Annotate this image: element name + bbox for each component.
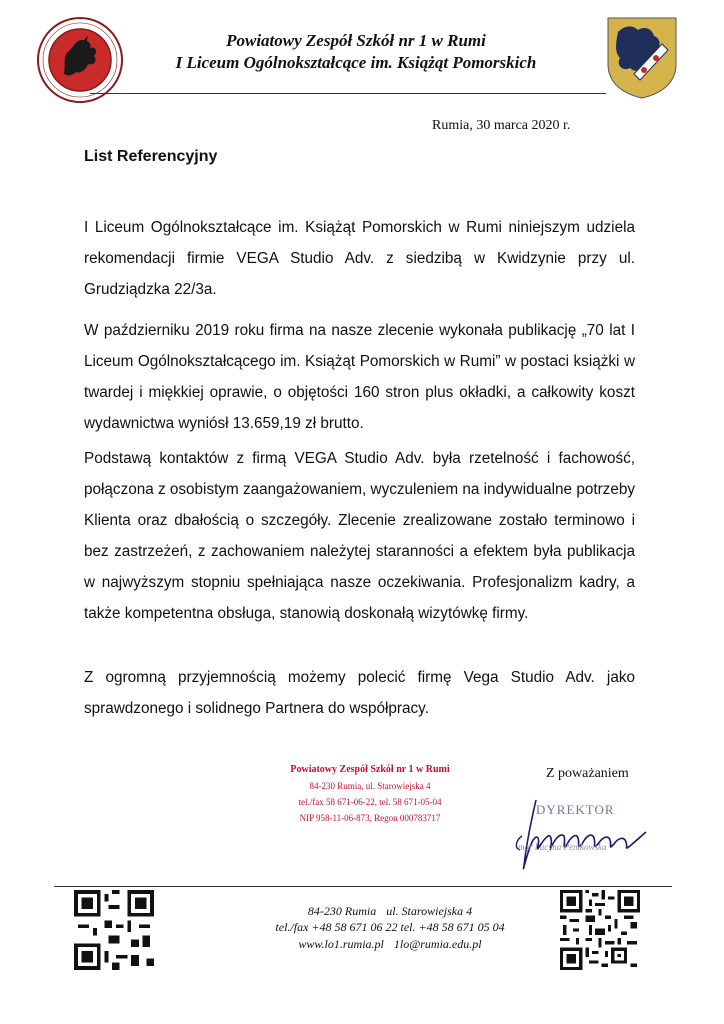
stamp-line-3: tel./fax 58 671-06-22, tel. 58 671-05-04 — [298, 797, 442, 807]
footer-phone: tel./fax +48 58 671 06 22 tel. +48 58 671 05 04 — [275, 920, 505, 934]
closing-regards: Z poważaniem — [546, 766, 629, 781]
director-name-stamp: mgr Lucyna Pentkowska — [518, 842, 607, 852]
qr-code-right — [560, 890, 640, 970]
letter-title: List Referencyjny — [84, 148, 218, 165]
paragraph-4: Z ogromną przyjemnością możemy polecić firmę Vega Studio Adv. jako sprawdzonego i solidnego Partnera do współpracy. — [84, 669, 635, 717]
footer-email-link[interactable]: 1lo@rumia.edu.pl — [393, 937, 482, 951]
footer-contacts — [240, 937, 540, 952]
footer-city: 84-230 Rumia — [307, 904, 377, 918]
paragraph-3: Podstawą kontaktów z firmą VEGA Studio Adv. była rzetelność i fachowość, połączona z osobistym zaangażowaniem, wyczuleniem na indywidualne potrzeby Klienta oraz dbałością o szczegóły. Zlecenie zrealizowane zostało terminowo i bez zastrzeżeń, z zachowaniem należytej staranności a efektem była publikacja w najwyższym stopniu spełniająca nasze oczekiwania. Profesjonalizm kadry, a także kompetentna obsługa, stanowią doskonałą wizytówkę firmy. — [84, 450, 635, 622]
school-name-line1: Powiatowy Zespół Szkół nr 1 w Rumi — [226, 31, 486, 50]
stamp-line-2: 84-230 Rumia, ul. Starowiejska 4 — [309, 781, 431, 791]
stamp-line-1: Powiatowy Zespół Szkół nr 1 w Rumi — [290, 764, 450, 775]
paragraph-2: W październiku 2019 roku firma na nasze zlecenie wykonała publikację „70 lat I Liceum Ogólnokształcącego im. Książąt Pomorskich w Rumi” w postaci książki w twardej i miękkiej oprawie, o objętości 160 stron plus okładki, a całkowity koszt wydawnictwa wyniósł 13.659,19 zł brutto. — [84, 322, 635, 432]
footer-street: ul. Starowiejska 4 — [386, 904, 473, 918]
header-divider — [90, 93, 606, 94]
city-crest-logo — [604, 14, 680, 100]
stamp-line-4: NIP 958-11-06-873, Regon 000783717 — [299, 813, 441, 823]
footer-divider — [54, 886, 672, 887]
school-stamp — [270, 762, 470, 826]
director-stamp-title: DYREKTOR — [536, 802, 615, 817]
school-name-line2: I Liceum Ogólnokształcące im. Książąt Pomorskich — [175, 53, 537, 72]
letter-date: Rumia, 30 marca 2020 r. — [432, 118, 571, 133]
handwritten-signature — [496, 796, 656, 886]
footer-address — [240, 904, 540, 919]
qr-code-left — [74, 890, 154, 970]
paragraph-1: I Liceum Ogólnokształcące im. Książąt Pomorskich w Rumi niniejszym udziela rekomendacji firmie VEGA Studio Adv. z siedzibą w Kwidzynie przy ul. Grudziądzka 22/3a. — [84, 219, 635, 298]
footer-website-link[interactable]: www.lo1.rumia.pl — [298, 937, 384, 951]
